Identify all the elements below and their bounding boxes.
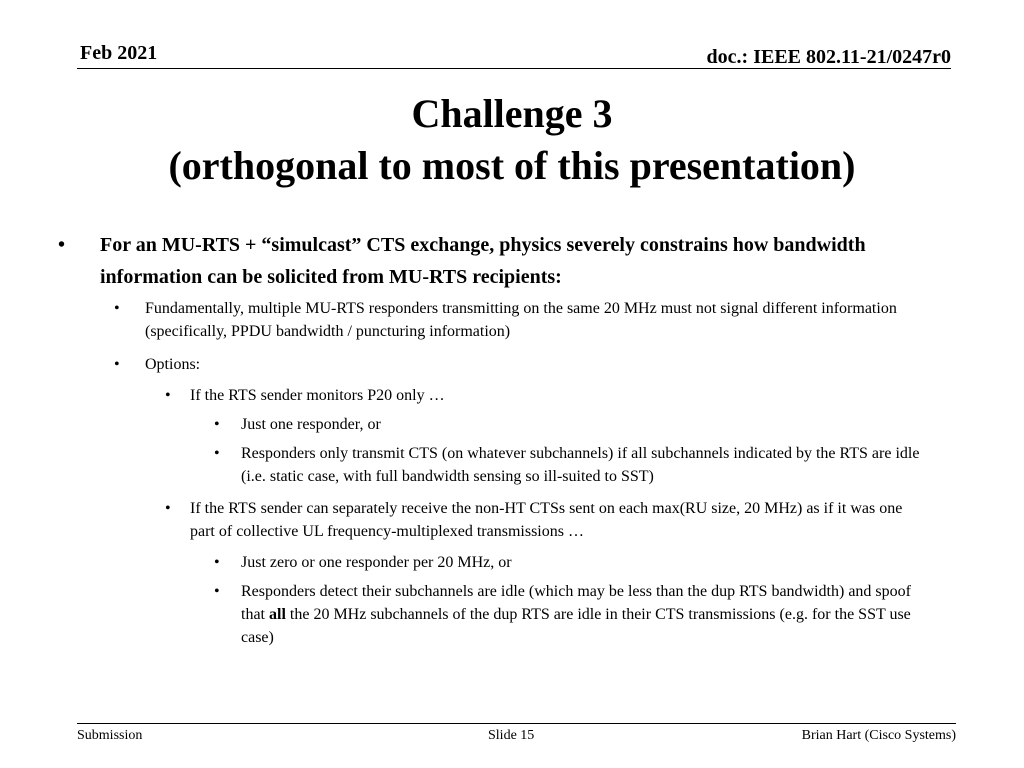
bullet-dot-icon: • [114, 356, 120, 373]
bullet-text: For an MU-RTS + “simulcast” CTS exchange, physics severely constrains how bandwidth information can be solicited from MU-RTS recipients: [100, 234, 866, 288]
bullet-level2 [114, 353, 924, 376]
bullet-text: Just zero or one responder per 20 MHz, or [241, 554, 512, 571]
slide-title-line-1: Challenge 3 [411, 91, 613, 136]
bullet-text: If the RTS sender can separately receive the non-HT CTSs sent on each max(RU size, 20 MHz) as if it was one part of collective UL frequency-multiplexed transmissions … [190, 500, 903, 540]
bullet-dot-icon: • [165, 500, 171, 517]
header-doc-id: doc.: IEEE 802.11-21/0247r0 [706, 46, 951, 68]
bullet-text: Responders only transmit CTS (on whatever subchannels) if all subchannels indicated by the RTS are idle (i.e. static case, with full bandwidth sensing so ill-suited to SST) [241, 445, 920, 485]
header-divider [77, 68, 951, 69]
bullet-level4 [214, 551, 934, 574]
bullet-level4 [214, 580, 934, 649]
bullet-dot-icon: • [214, 445, 220, 462]
slide-title-line-2: (orthogonal to most of this presentation) [168, 143, 856, 188]
header-date: Feb 2021 [80, 42, 158, 64]
bullet-level4 [214, 413, 934, 436]
bullet-text: If the RTS sender monitors P20 only … [190, 387, 445, 404]
bullet-level3 [165, 497, 925, 543]
bullet-level2 [114, 297, 924, 343]
slide-title [0, 88, 1024, 192]
footer-divider [77, 723, 956, 724]
bullet-text-part: the 20 MHz subchannels of the dup RTS are idle in their CTS transmissions (e.g. for the SST use case) [241, 606, 911, 646]
bullet-level4 [214, 442, 934, 488]
bullet-level1 [58, 229, 938, 293]
bullet-dot-icon: • [214, 416, 220, 433]
footer-slide-number: Slide 15 [488, 728, 535, 743]
bullet-text-emphasis: all [269, 606, 286, 623]
bullet-text: Fundamentally, multiple MU-RTS responders transmitting on the same 20 MHz must not signal different information (specifically, PPDU bandwidth / puncturing information) [145, 300, 897, 340]
bullet-dot-icon: • [165, 387, 171, 404]
bullet-dot-icon: • [214, 583, 220, 600]
bullet-dot-icon: • [114, 300, 120, 317]
footer-author: Brian Hart (Cisco Systems) [801, 728, 956, 743]
bullet-text: Options: [145, 356, 201, 373]
bullet-text [214, 580, 934, 649]
bullet-dot-icon: • [214, 554, 220, 571]
bullet-text: Just one responder, or [241, 416, 381, 433]
bullet-level3 [165, 384, 925, 407]
footer-submission: Submission [77, 728, 143, 743]
bullet-dot-icon: • [58, 234, 66, 256]
bullet-text-part: Responders detect their subchannels are idle (which may be less than the dup RTS bandwidth) and spoof that [241, 583, 911, 623]
